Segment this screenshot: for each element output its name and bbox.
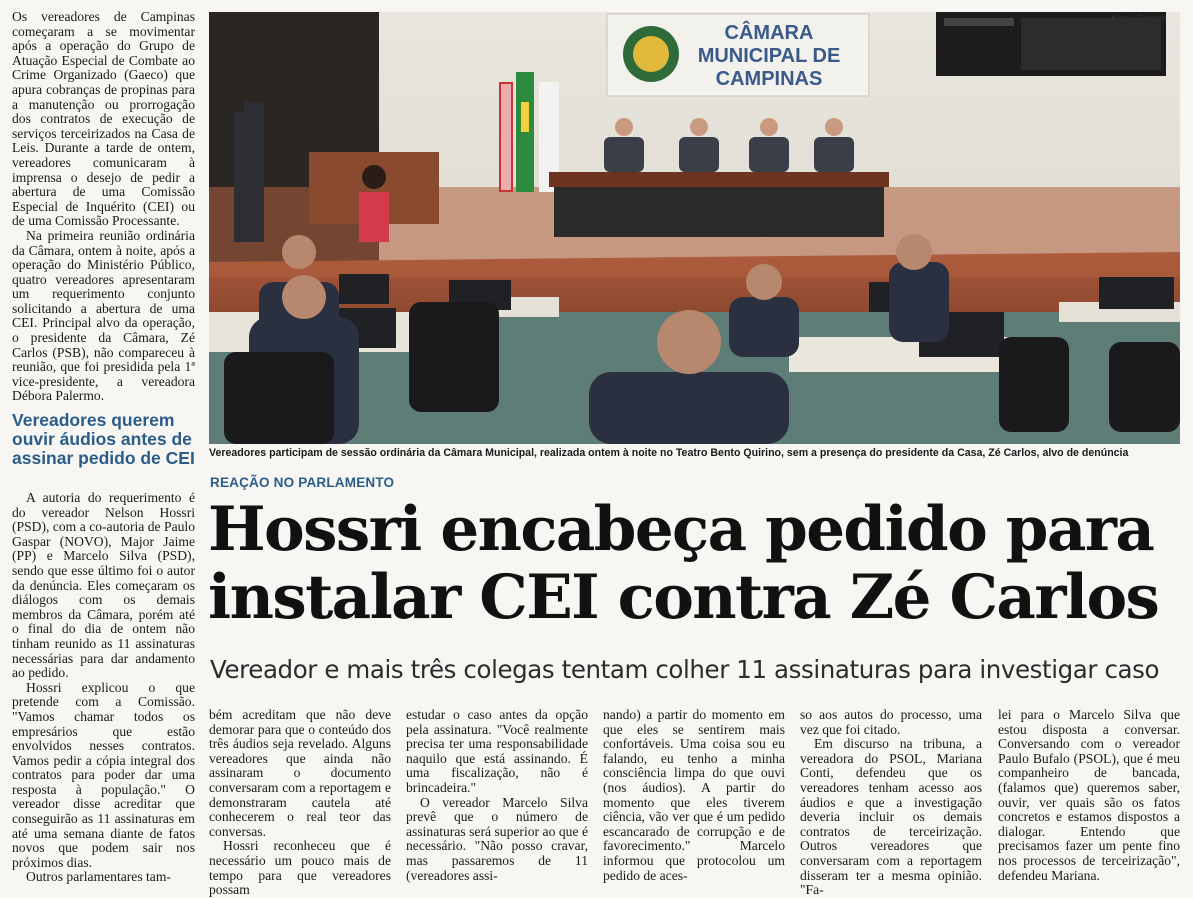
body-paragraph: so aos autos do processo, uma vez que foi citado. [800,707,982,737]
news-photo [209,12,1180,444]
body-paragraph: Em discurso na tribuna, a vereadora do PSOL, Mariana Conti, defendeu que os vereadores tenham acesso aos áudios e que a investigação deveria incluir os demais contratos de terceirização. Outros vereadores que conversaram com a reportagem disseram ter a mesma opinião. "Fa- [800,736,982,898]
headline: Hossri encabeça pedido para instalar CEI contra Zé Carlos [208,494,1159,633]
left-paragraph: Outros parlamentares tam- [26,869,171,885]
left-column-continued [12,491,195,885]
body-paragraph: Hossri reconheceu que é necessário um pouco mais de tempo para que vereadores possam [209,838,391,898]
body-paragraph: estudar o caso antes da opção pela assinatura. "Você realmente precisa ter uma responsabilidade naquilo que está assinando. É uma fiscalização, não é brincadeira." [406,707,588,795]
section-kicker: REAÇÃO NO PARLAMENTO [210,475,395,490]
sign-text: CAMPINAS [715,68,823,90]
left-paragraph: Hossri explicou o que pretende com a Comissão. "Vamos chamar todos os empresários que estão envolvidos nesses contratos. Vamos pedir a cópia integral dos contratos para poder dar uma resposta à população." O vereador disse acreditar que conseguirão as 11 assinaturas em até uma semana diante de fatos novos que podem sair nos próximos dias. [12,679,195,870]
body-column-3 [603,708,785,883]
body-paragraph: nando) a partir do momento em que eles se sentirem mais confortáveis. Uma coisa sou eu falando, eu tenho a minha consciência limpa do que ouvi (nos áudios). A partir do momento que eles tiverem ciência, vão ver que é um pedido escancarado de corrupção e de favorecimento." Marcelo informou que protocolou um pedido de aces- [603,707,785,883]
left-paragraph: Os vereadores de Campinas começaram a se movimentar após a operação do Grupo de Atuação Especial de Combate ao Crime Organizado (Gaeco) que apura cobranças de propinas para a manutenção ou prorrogação dos contratos de execução de serviços terceirizados na Casa de Leis. Durante a tarde de ontem, vereadores comunicaram à imprensa o desejo de pedir a abertura de uma Comissão Especial de Inquérito (CEI) ou de uma Comissão Processante. [12,9,195,229]
body-paragraph: lei para o Marcelo Silva que estou disposta a conversar. Conversando com o vereador Paulo Bufalo (PSOL), que é meu companheiro de bancada, (falamos que) queremos saber, ouvir, ver quais são os fatos concretos e estamos dispostos a dialogar. Entendo que precisamos fazer um pente fino nos processos de terceirização", defendeu Mariana. [998,707,1180,883]
left-column-text [12,10,195,404]
subheadline: Vereador e mais três colegas tentam colher 11 assinaturas para investigar caso [210,655,1160,684]
council-session-image [209,12,1180,444]
body-paragraph: O vereador Marcelo Silva prevê que o número de assinaturas será superior ao que é necessário. "Não posso cravar, mas passaremos de 11 (vereadores assi- [406,794,588,883]
body-column-5 [998,708,1180,883]
body-column-4 [800,708,982,898]
body-paragraph: bém acreditam que não deve demorar para que o conteúdo dos três áudios seja revelado. Alguns vereadores que ainda não assinaram o documento conversaram com a reportagem e demonstraram cautela até conhecerem o real teor das conversas. [209,707,391,839]
left-paragraph: Na primeira reunião ordinária da Câmara, ontem à noite, após a operação do Ministério Público, quatro vereadores apresentaram um requerimento conjunto solicitando a abertura de uma CEI. Principal alvo da operação, o presidente da Câmara, Zé Carlos (PSB), não compareceu à reunião, que foi presidida pela 1ª vice-presidente, a vereadora Débora Palermo. [12,227,195,404]
body-column-2 [406,708,588,883]
left-column [12,10,195,404]
sign-text: MUNICIPAL DE [697,45,841,67]
body-column-1 [209,708,391,898]
sign-text: CÂMARA [724,22,814,44]
photo-caption: Vereadores participam de sessão ordinária da Câmara Municipal, realizada ontem à noite no Teatro Bento Quirino, sem a presença do presidente da Casa, Zé Carlos, alvo de denúncia [209,447,1129,459]
photo-credit: Kamá Ribeiro [1111,13,1166,23]
side-headline: Vereadores querem ouvir áudios antes de assinar pedido de CEI [12,410,195,468]
left-paragraph: A autoria do requerimento é do vereador Nelson Hossri (PSD), com a co-autoria de Paulo Gaspar (NOVO), Major Jaime (PP) e Marcelo Silva (PSD), sendo que esse último foi o autor da denúncia. Eles começaram os diálogos com os demais membros da Câmara, porém até o final do dia de ontem não tinham reunido as 11 assinaturas necessárias para dar andamento ao pedido. [12,490,195,681]
